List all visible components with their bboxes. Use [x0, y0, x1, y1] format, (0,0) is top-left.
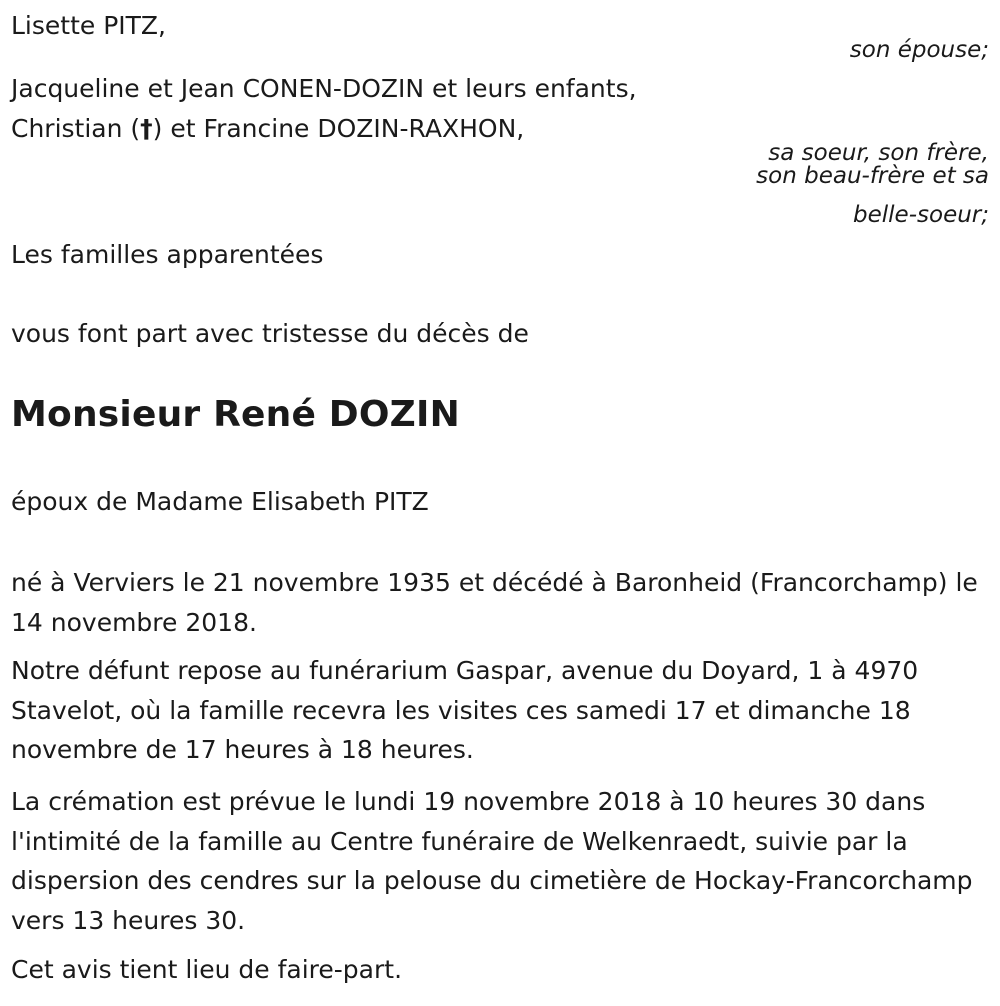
notice-paragraph: Cet avis tient lieu de faire-part.: [11, 955, 403, 984]
deceased-name: Monsieur René DOZIN: [11, 394, 460, 435]
spouse-relation: son épouse;: [849, 37, 989, 63]
sibling-line-2-suffix: ) et Francine DOZIN-RAXHON,: [152, 114, 525, 143]
spouse-of: époux de Madame Elisabeth PITZ: [11, 487, 429, 516]
spouse-name: Lisette PITZ,: [11, 11, 167, 40]
birth-death-paragraph: né à Verviers le 21 novembre 1935 et décédé à Baronheid (Francorchamp) le 14 novembre 2018.: [11, 568, 978, 637]
cremation-paragraph: La crémation est prévue le lundi 19 novembre 2018 à 10 heures 30 dans l'intimité de la famille au Centre funéraire de Welkenraedt, suivie par la dispersion des cendres sur la pelouse du cimetière de Hockay-Francorchamp vers 13 heures 30.: [11, 787, 973, 935]
sibling-line-2-prefix: Christian (: [11, 114, 141, 143]
announcement-intro: vous font part avec tristesse du décès de: [11, 319, 529, 348]
sibling-line-2: [11, 109, 524, 149]
sibling-relation-line-1: sa soeur, son frère,: [768, 140, 989, 166]
sibling-line-1: Jacqueline et Jean CONEN-DOZIN et leurs enfants,: [11, 74, 637, 103]
viewing-paragraph: Notre défunt repose au funérarium Gaspar, avenue du Doyard, 1 à 4970 Stavelot, où la famille recevra les visites ces samedi 17 et dimanche 18 novembre de 17 heures à 18 heures.: [11, 656, 919, 764]
related-families: Les familles apparentées: [11, 240, 324, 269]
sibling-relation-line-3: belle-soeur;: [853, 202, 989, 228]
cross-icon: †: [140, 114, 153, 143]
sibling-relation-line-2: son beau-frère et sa: [756, 163, 989, 189]
